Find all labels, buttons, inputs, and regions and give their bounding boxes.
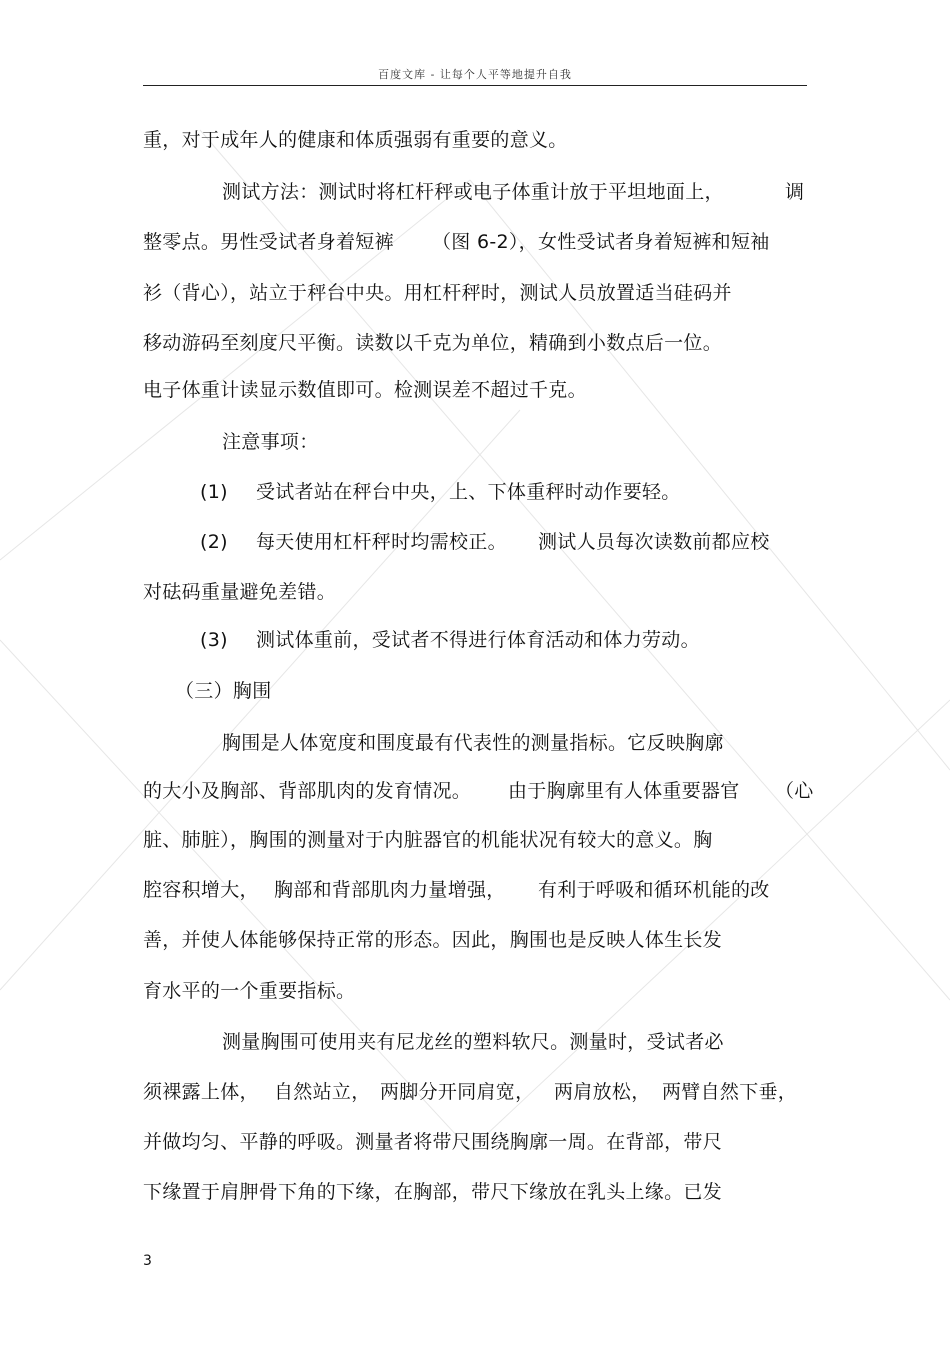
text-line: 调	[785, 181, 805, 203]
text-line: 腔容积增大，	[143, 879, 259, 901]
page-header: 百度文库 - 让每个人平等地提升自我	[378, 68, 572, 81]
text-line: 下缘置于肩胛骨下角的下缘，在胸部，带尺下缘放在乳头上缘。已发	[143, 1181, 723, 1203]
text-line: 须裸露上体，	[143, 1081, 259, 1103]
text-line: 衫（背心），站立于秤台中央。用杠杆秤时，测试人员放置适当硅码并	[143, 282, 732, 304]
text-line: 胸部和背部肌肉力量增强，	[274, 879, 506, 901]
list-item-text: 测试人员每次读数前都应校	[538, 531, 770, 553]
header-divider	[143, 85, 807, 86]
text-line: 两臂自然下垂，	[662, 1081, 798, 1103]
text-line: 两肩放松，	[554, 1081, 651, 1103]
text-line: 由于胸廓里有人体重要器官	[508, 780, 740, 802]
section-heading: （三）胸围	[175, 680, 272, 702]
text-line: 测量胸围可使用夹有尼龙丝的塑料软尺。测量时，受试者必	[222, 1031, 724, 1053]
list-number: (2)	[200, 531, 228, 553]
list-number: (1)	[200, 481, 228, 503]
text-line: 自然站立，	[274, 1081, 371, 1103]
text-line: 有利于呼吸和循环机能的改	[538, 879, 770, 901]
text-line: 育水平的一个重要指标。	[143, 980, 356, 1002]
list-item-text: 测试体重前，受试者不得进行体育活动和体力劳动。	[256, 629, 700, 651]
text-line: 对砝码重量避免差错。	[143, 581, 337, 603]
list-item-text: 每天使用杠杆秤时均需校正。	[256, 531, 507, 553]
text-line: 重，对于成年人的健康和体质强弱有重要的意义。	[143, 129, 568, 151]
text-line: （图 6-2），女性受试者身着短裤和短袖	[432, 231, 770, 253]
text-line: 测试方法：测试时将杠杆秤或电子体重计放于平坦地面上，	[222, 181, 724, 203]
text-line: 移动游码至刻度尺平衡。读数以千克为单位，精确到小数点后一位。	[143, 332, 723, 354]
text-line: 两脚分开同肩宽，	[380, 1081, 535, 1103]
text-line: 整零点。男性受试者身着短裤	[143, 231, 394, 253]
text-line: 善，并使人体能够保持正常的形态。因此，胸围也是反映人体生长发	[143, 929, 723, 951]
text-line: 脏、肺脏），胸围的测量对于内脏器官的机能状况有较大的意义。胸	[143, 829, 713, 851]
text-line: 的大小及胸部、背部肌肉的发育情况。	[143, 780, 472, 802]
list-number: (3)	[200, 629, 228, 651]
text-line: 胸围是人体宽度和围度最有代表性的测量指标。它反映胸廓	[222, 732, 724, 754]
page-number: 3	[143, 1253, 152, 1269]
text-line: 电子体重计读显示数值即可。检测误差不超过千克。	[143, 379, 587, 401]
text-line: （心	[775, 780, 814, 802]
text-line: 并做均匀、平静的呼吸。测量者将带尺围绕胸廓一周。在背部，带尺	[143, 1131, 723, 1153]
section-label: 注意事项：	[222, 431, 319, 453]
list-item-text: 受试者站在秤台中央，上、下体重秤时动作要轻。	[256, 481, 681, 503]
